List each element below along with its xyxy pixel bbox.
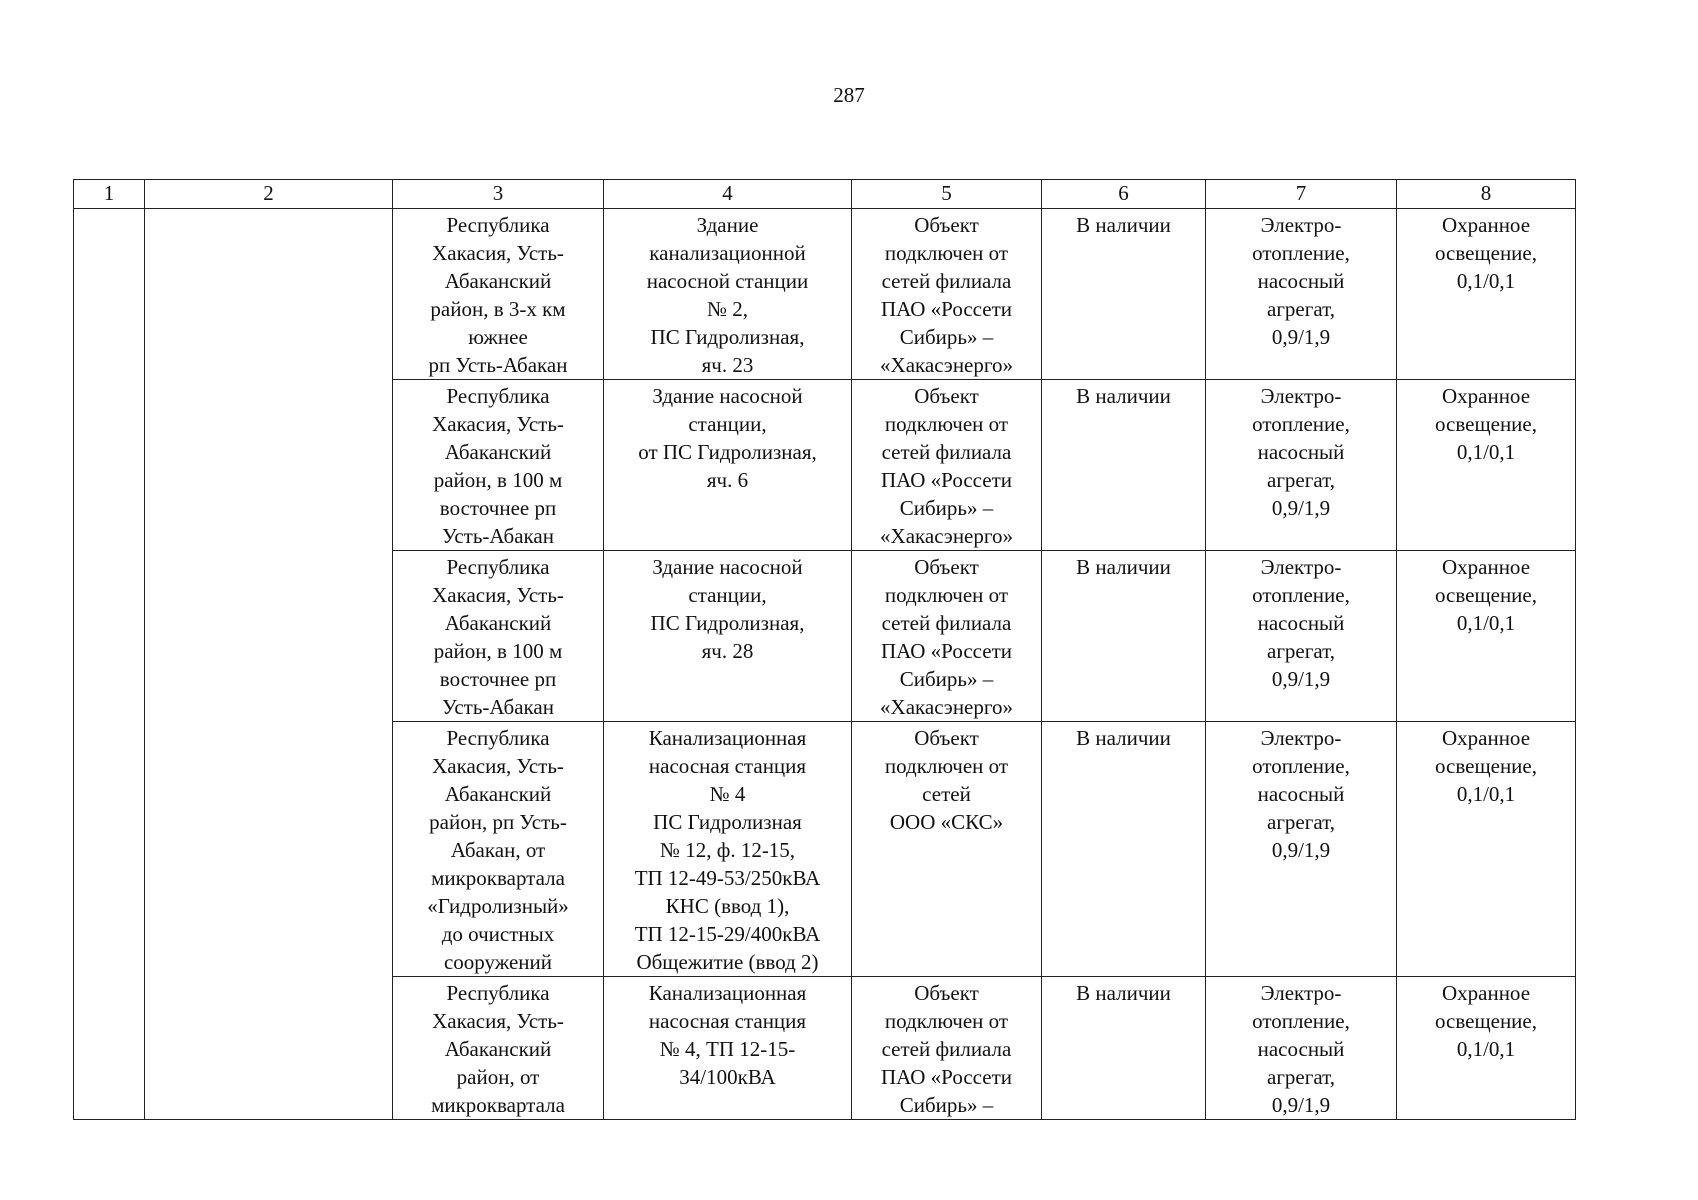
lighting-cell: Охранное освещение, 0,1/0,1 xyxy=(1397,209,1576,380)
connection-cell: Объект подключен от сетей филиала ПАО «Россети Сибирь» – xyxy=(852,977,1042,1120)
column-header: 2 xyxy=(145,180,393,209)
lighting-cell: Охранное освещение, 0,1/0,1 xyxy=(1397,551,1576,722)
connection-cell: Объект подключен от сетей филиала ПАО «Россети Сибирь» – «Хакасэнерго» xyxy=(852,380,1042,551)
table-row xyxy=(74,722,1576,977)
location-cell: Республика Хакасия, Усть- Абаканский район, в 3-х км южнее рп Усть-Абакан xyxy=(393,209,604,380)
number-cell xyxy=(74,551,145,722)
object-cell: Здание насосной станции, от ПС Гидролизная, яч. 6 xyxy=(604,380,852,551)
table-row xyxy=(74,551,1576,722)
load-cell: Электро- отопление, насосный агрегат, 0,9/1,9 xyxy=(1206,551,1397,722)
data-table xyxy=(73,179,1576,1120)
object-cell: Здание насосной станции, ПС Гидролизная, яч. 28 xyxy=(604,551,852,722)
location-cell: Республика Хакасия, Усть- Абаканский район, в 100 м восточнее рп Усть-Абакан xyxy=(393,380,604,551)
location-cell: Республика Хакасия, Усть- Абаканский район, в 100 м восточнее рп Усть-Абакан xyxy=(393,551,604,722)
table-row xyxy=(74,380,1576,551)
load-cell: Электро- отопление, насосный агрегат, 0,9/1,9 xyxy=(1206,722,1397,977)
column-header: 3 xyxy=(393,180,604,209)
object-cell: Канализационная насосная станция № 4 ПС Гидролизная № 12, ф. 12-15, ТП 12-49-53/250кВА КНС (ввод 1), ТП 12-15-29/400кВА Общежитие (ввод 2) xyxy=(604,722,852,977)
location-cell: Республика Хакасия, Усть- Абаканский район, от микроквартала xyxy=(393,977,604,1120)
name-cell xyxy=(145,977,393,1120)
load-cell: Электро- отопление, насосный агрегат, 0,9/1,9 xyxy=(1206,977,1397,1120)
connection-cell: Объект подключен от сетей филиала ПАО «Россети Сибирь» – «Хакасэнерго» xyxy=(852,209,1042,380)
page-number: 287 xyxy=(833,83,865,107)
column-header: 6 xyxy=(1042,180,1206,209)
load-cell: Электро- отопление, насосный агрегат, 0,9/1,9 xyxy=(1206,380,1397,551)
column-header: 8 xyxy=(1397,180,1576,209)
lighting-cell: Охранное освещение, 0,1/0,1 xyxy=(1397,722,1576,977)
availability-cell: В наличии xyxy=(1042,977,1206,1120)
name-cell xyxy=(145,380,393,551)
connection-cell: Объект подключен от сетей филиала ПАО «Россети Сибирь» – «Хакасэнерго» xyxy=(852,551,1042,722)
column-header: 1 xyxy=(74,180,145,209)
number-cell xyxy=(74,722,145,977)
lighting-cell: Охранное освещение, 0,1/0,1 xyxy=(1397,977,1576,1120)
object-cell: Здание канализационной насосной станции № 2, ПС Гидролизная, яч. 23 xyxy=(604,209,852,380)
number-cell xyxy=(74,977,145,1120)
column-header: 4 xyxy=(604,180,852,209)
name-cell xyxy=(145,209,393,380)
table-row xyxy=(74,977,1576,1120)
availability-cell: В наличии xyxy=(1042,209,1206,380)
object-cell: Канализационная насосная станция № 4, ТП 12-15- 34/100кВА xyxy=(604,977,852,1120)
column-header: 5 xyxy=(852,180,1042,209)
connection-cell: Объект подключен от сетей ООО «СКС» xyxy=(852,722,1042,977)
column-header: 7 xyxy=(1206,180,1397,209)
number-cell xyxy=(74,209,145,380)
load-cell: Электро- отопление, насосный агрегат, 0,9/1,9 xyxy=(1206,209,1397,380)
availability-cell: В наличии xyxy=(1042,551,1206,722)
availability-cell: В наличии xyxy=(1042,722,1206,977)
table-row xyxy=(74,209,1576,380)
location-cell: Республика Хакасия, Усть- Абаканский район, рп Усть- Абакан, от микроквартала «Гидролизный» до очистных сооружений xyxy=(393,722,604,977)
column-number-row xyxy=(74,180,1576,209)
name-cell xyxy=(145,551,393,722)
availability-cell: В наличии xyxy=(1042,380,1206,551)
number-cell xyxy=(74,380,145,551)
name-cell xyxy=(145,722,393,977)
lighting-cell: Охранное освещение, 0,1/0,1 xyxy=(1397,380,1576,551)
